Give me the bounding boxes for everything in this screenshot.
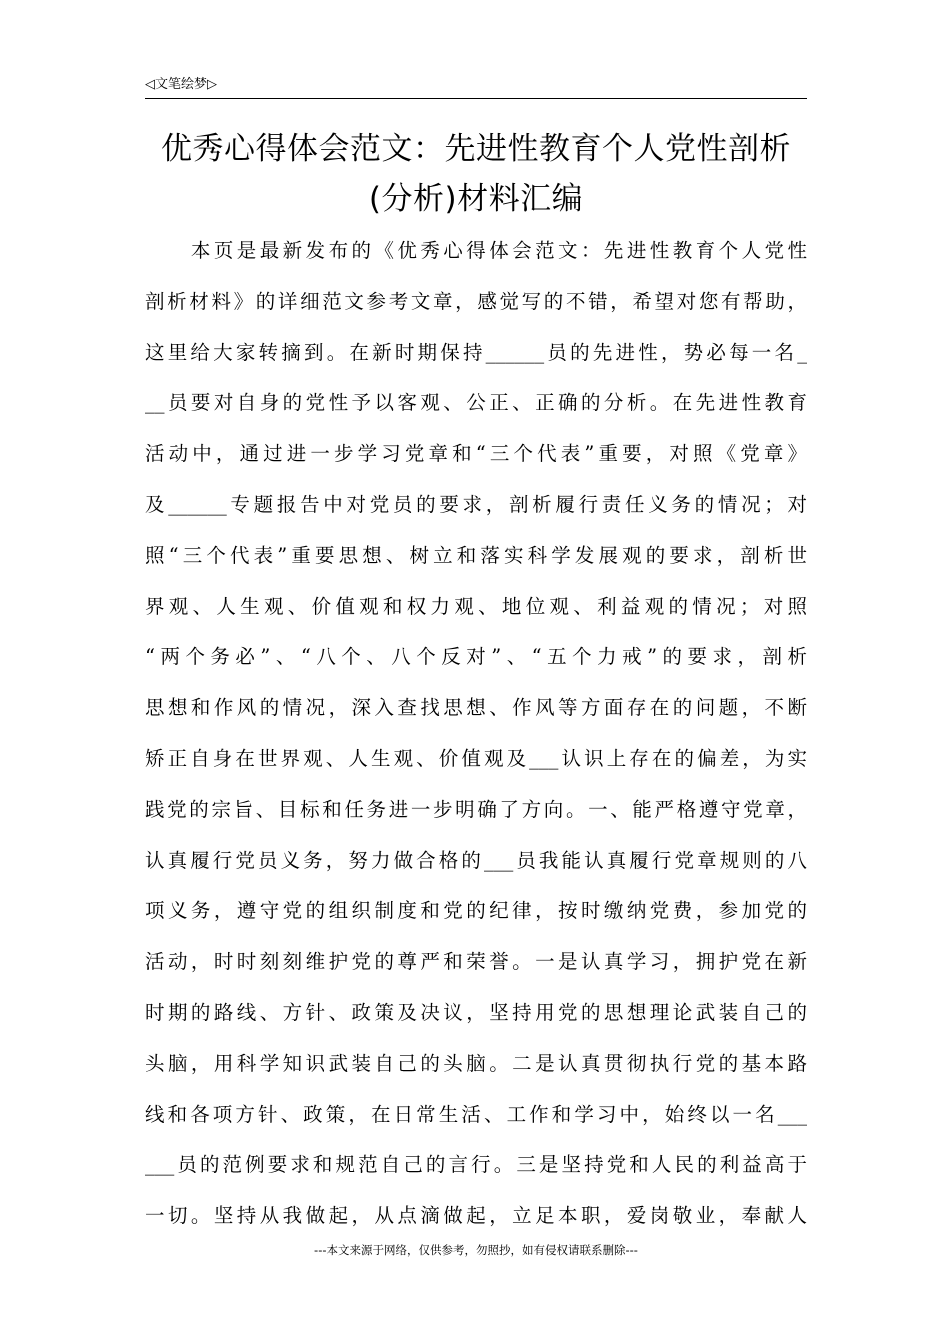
body-line: “两个务必”、“八个、八个反对”、“五个力戒”的要求，剖析	[145, 645, 807, 669]
body-line: 本页是最新发布的《优秀心得体会范文：先进性教育个人党性	[145, 239, 807, 262]
body-line: 活动，时时刻刻维护党的尊严和荣誉。一是认真学习，拥护党在新	[145, 950, 807, 974]
body-line: 及______专题报告中对党员的要求，剖析履行责任义务的情况；对	[145, 492, 807, 516]
document-title	[120, 124, 832, 224]
body-line: 界观、人生观、价值观和权力观、地位观、利益观的情况；对照	[145, 594, 807, 618]
title-line-2: (分析)材料汇编	[368, 181, 584, 217]
left-triangle-icon: ◁	[145, 77, 155, 92]
body-line: 矫正自身在世界观、人生观、价值观及___认识上存在的偏差，为实	[145, 746, 807, 770]
body-line: 活动中，通过进一步学习党章和“三个代表”重要，对照《党章》	[145, 442, 807, 466]
body-line: 线和各项方针、政策，在日常生活、工作和学习中，始终以一名___	[145, 1102, 807, 1126]
body-line: 时期的路线、方针、政策及决议，坚持用党的思想理论武装自己的	[145, 1000, 807, 1024]
body-line: 思想和作风的情况，深入查找思想、作风等方面存在的问题，不断	[145, 696, 807, 720]
body-line: 一切。坚持从我做起，从点滴做起，立足本职，爱岗敬业，奉献人	[145, 1204, 807, 1228]
body-line: 这里给大家转摘到。在新时期保持______员的先进性，势必每一名_	[145, 340, 807, 364]
body-line: 头脑，用科学知识武装自己的头脑。二是认真贯彻执行党的基本路	[145, 1051, 807, 1075]
body-line: ___员的范例要求和规范自己的言行。三是坚持党和人民的利益高于	[145, 1153, 807, 1177]
right-triangle-icon: ▷	[207, 77, 218, 92]
body-line: 照“三个代表”重要思想、树立和落实科学发展观的要求，剖析世	[145, 543, 807, 567]
body-line: 剖析材料》的详细范文参考文章，感觉写的不错，希望对您有帮助，	[145, 289, 807, 313]
document-body	[145, 226, 807, 1242]
header-text: 文笔绘梦	[155, 77, 208, 92]
page-header	[145, 74, 807, 99]
body-line: 践党的宗旨、目标和任务进一步明确了方向。一、能严格遵守党章，	[145, 797, 807, 821]
body-line: 项义务，遵守党的组织制度和党的纪律，按时缴纳党费，参加党的	[145, 899, 807, 923]
page-footer: ---本文来源于网络，仅供参考，勿照抄，如有侵权请联系删除---	[314, 1243, 638, 1257]
title-line-1: 优秀心得体会范文：先进性教育个人党性剖析	[161, 131, 791, 167]
body-line: 认真履行党员义务，努力做合格的___员我能认真履行党章规则的八	[145, 848, 807, 872]
body-line: __员要对自身的党性予以客观、公正、正确的分析。在先进性教育	[145, 391, 807, 415]
